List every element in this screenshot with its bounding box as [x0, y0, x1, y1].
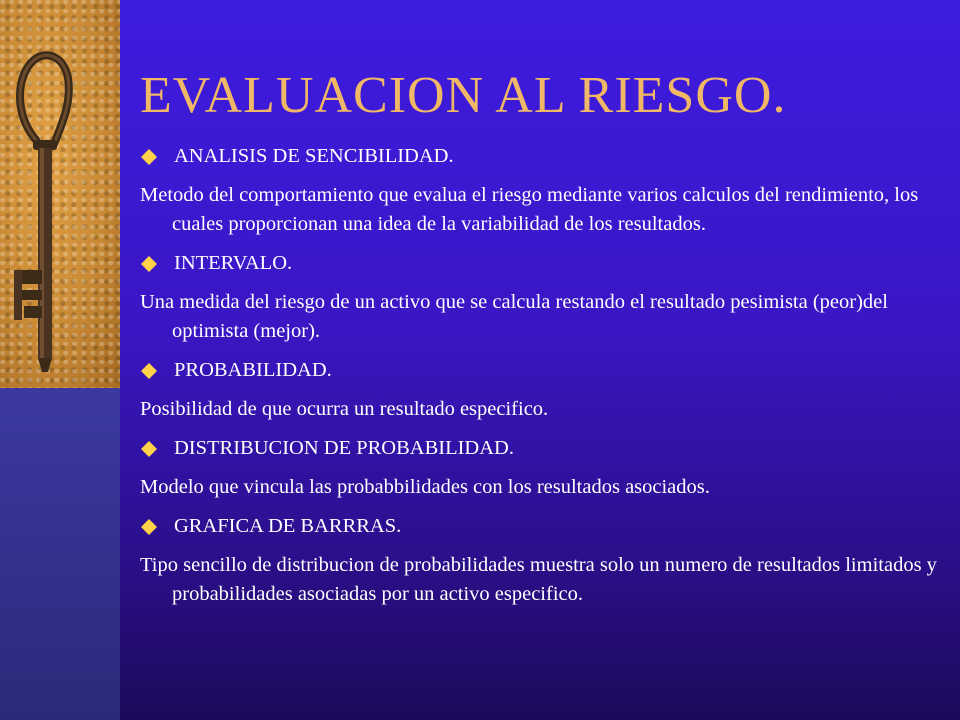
diamond-bullet-icon — [141, 441, 157, 457]
sidebar-image-panel — [0, 0, 120, 720]
slide-title: EVALUACION AL RIESGO. — [140, 67, 787, 124]
bullet-heading-grafica — [140, 512, 940, 541]
heading-text: ANALISIS DE SENCIBILIDAD. — [174, 145, 454, 167]
definition-paragraph: Metodo del comportamiento que evalua el riesgo mediante varios calculos del rendimiento, los cuales proporcionan una idea de la variabilidad de los resultados. — [140, 184, 919, 235]
diamond-bullet-icon — [141, 519, 157, 535]
heading-text: PROBABILIDAD. — [174, 359, 332, 381]
definition-paragraph: Modelo que vincula las probabbilidades con los resultados asociados. — [140, 476, 710, 498]
bullet-heading-probabilidad — [140, 356, 940, 385]
heading-text: INTERVALO. — [174, 252, 293, 274]
heading-text: GRAFICA DE BARRRAS. — [174, 515, 402, 537]
slide-body — [140, 142, 940, 619]
definition-paragraph: Tipo sencillo de distribucion de probabilidades muestra solo un numero de resultados limitados y probabilidades asociadas por un activo especifico. — [140, 554, 937, 605]
definition-paragraph: Posibilidad de que ocurra un resultado especifico. — [140, 398, 549, 420]
definition-paragraph: Una medida del riesgo de un activo que se calcula restando el resultado pesimista (peor)del optimista (mejor). — [140, 291, 888, 342]
bullet-heading-analisis — [140, 142, 940, 171]
heading-text: DISTRIBUCION DE PROBABILIDAD. — [174, 437, 514, 459]
bullet-heading-intervalo — [140, 249, 940, 278]
sidebar-lower-panel — [0, 388, 120, 720]
old-key-icon — [0, 20, 120, 380]
diamond-bullet-icon — [141, 363, 157, 379]
diamond-bullet-icon — [141, 149, 157, 165]
bullet-heading-distribucion — [140, 434, 940, 463]
diamond-bullet-icon — [141, 256, 157, 272]
